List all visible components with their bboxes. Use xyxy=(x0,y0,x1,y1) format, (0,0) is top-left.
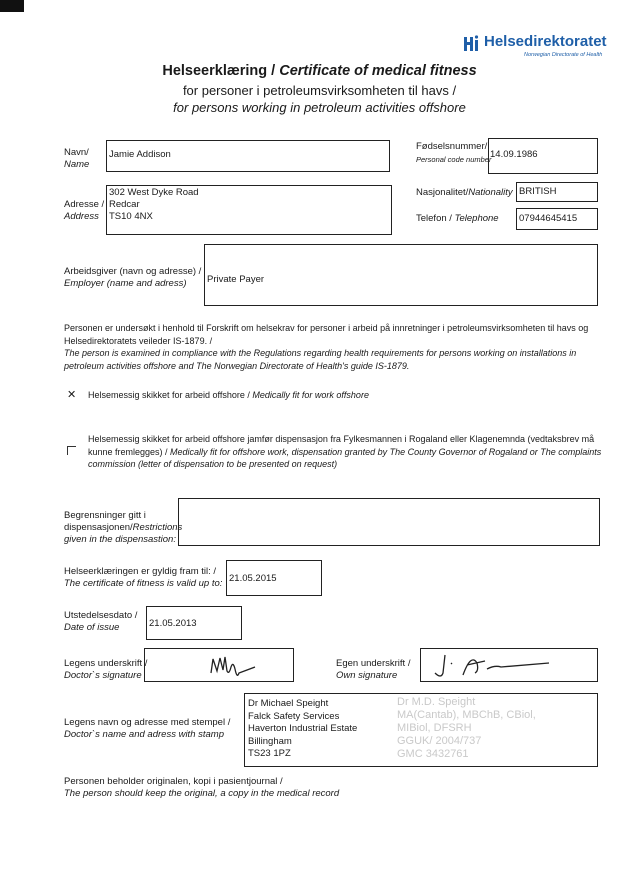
nationality-value: BRITISH xyxy=(519,186,557,197)
issue-label-en: Date of issue xyxy=(64,622,120,633)
issue-date-value: 21.05.2013 xyxy=(149,618,197,629)
fit-checkbox[interactable] xyxy=(67,391,76,400)
phone-label-no: Telefon / xyxy=(416,213,455,224)
phone-value: 07944645415 xyxy=(519,213,578,224)
dispensation-option-no: Helsemessig skikket for arbeid offshore jamfør dispensasjon fra Fylkesmannen i Rogaland eller Klagenemnda (vedtaksbrev må kunne fremlegges) / xyxy=(88,434,595,457)
valid-label-en: The certificate of fitness is valid up to: xyxy=(64,578,223,589)
dispensation-option-label xyxy=(88,433,618,471)
name-label-no: Navn/ xyxy=(64,147,89,158)
phone-label-en: Telephone xyxy=(454,213,499,224)
dob-label-en: Personal code number xyxy=(416,155,492,164)
title-english: Certificate of medical fitness xyxy=(279,63,477,79)
name-field[interactable] xyxy=(106,140,390,172)
logo-name: Helsedirektoratet xyxy=(484,33,607,50)
logo-tagline: Norwegian Directorate of Health xyxy=(524,52,603,58)
phone-label xyxy=(416,213,499,225)
stamp-line: Haverton Industrial Estate xyxy=(248,723,358,734)
fit-check-mark: ✕ xyxy=(67,389,77,401)
doctor-signature-field[interactable] xyxy=(144,648,294,682)
stamp-faded-line: MA(Cantab), MBChB, CBiol, xyxy=(397,709,536,721)
address-line: 302 West Dyke Road xyxy=(109,187,199,198)
issue-date-field[interactable] xyxy=(146,606,242,640)
employer-field[interactable] xyxy=(204,244,598,306)
name-label-en: Name xyxy=(64,159,90,170)
restrictions-label-3: given in the dispensastion: xyxy=(64,534,176,545)
stamp-line: Billingham xyxy=(248,735,292,747)
fit-option-en: Medically fit for work offshore xyxy=(252,390,369,400)
address-label-en: Address xyxy=(64,211,99,222)
stamp-field[interactable] xyxy=(244,693,598,767)
footer-norwegian: Personen beholder originalen, kopi i pasientjournal / xyxy=(64,776,283,787)
stamp-faded-line: Dr M.D. Speight xyxy=(397,696,476,708)
stamp-label-no: Legens navn og adresse med stempel / xyxy=(64,717,231,728)
address-line: TS10 4NX xyxy=(109,211,153,222)
valid-until-field[interactable] xyxy=(226,560,322,596)
valid-until-value: 21.05.2015 xyxy=(229,573,277,584)
phone-field[interactable] xyxy=(516,208,598,230)
stamp-line: TS23 1PZ xyxy=(248,748,291,759)
stamp-faded-line: GMC 3432761 xyxy=(397,748,469,760)
stamp-faded-line: MIBiol, DFSRH xyxy=(397,722,472,734)
address-line: Redcar xyxy=(109,199,140,210)
fit-option-no: Helsemessig skikket for arbeid offshore / xyxy=(88,390,253,400)
restrictions-label-1: Begrensninger gitt i xyxy=(64,510,146,521)
dispensation-option-en: Medically fit for offshore work, dispensation granted by The County Governor of Rogaland or The complaints commission (letter of dispensation to be presented on request) xyxy=(88,446,602,469)
issue-label-no: Utstedelsesdato / xyxy=(64,610,138,621)
restrictions-label-2 xyxy=(64,522,182,534)
restrictions-label-en: Restrictions xyxy=(132,522,183,533)
own-signature-icon xyxy=(421,649,599,683)
stamp-label-en: Doctor`s name and adress with stamp xyxy=(64,729,224,740)
own-signature-label-no: Egen underskrift / xyxy=(336,658,411,669)
employer-value: Private Payer xyxy=(207,274,265,285)
statement-english: The person is examined in compliance with the Regulations regarding health requirements for persons working on installations in petroleum activities offshore and The Norwegian Directorate of Health's guide IS-1879. xyxy=(64,348,577,371)
stamp-faded-credentials xyxy=(397,696,536,761)
name-value: Jamie Addison xyxy=(109,149,171,160)
stamp-address xyxy=(248,698,357,761)
title-norwegian: Helseerklæring / xyxy=(162,63,280,79)
doctor-signature-icon xyxy=(145,649,295,683)
nationality-label xyxy=(416,187,513,199)
own-signature-field[interactable] xyxy=(420,648,598,682)
dob-label-no: Fødselsnummer/ xyxy=(416,141,488,152)
statement-norwegian: Personen er undersøkt i henhold til Forskrift om helsekrav for personer i arbeid på innretninger i petroleumsvirksomheten til havs og Helsedirektoratets veileder IS-1879. / xyxy=(64,323,589,346)
stamp-faded-line: GGUK/ 2004/737 xyxy=(397,735,482,747)
subtitle-english: for persons working in petroleum activities offshore xyxy=(173,100,466,115)
helsedirektoratet-logo-icon xyxy=(462,34,482,54)
address-value xyxy=(109,187,199,223)
nationality-label-no: Nasjonalitet/ xyxy=(416,187,469,198)
page-title xyxy=(0,63,639,79)
footer-english: The person should keep the original, a copy in the medical record xyxy=(64,788,340,799)
stamp-line: Dr Michael Speight xyxy=(248,698,329,709)
restrictions-field[interactable] xyxy=(178,498,600,546)
address-label-no: Adresse / xyxy=(64,199,105,210)
fit-option-label xyxy=(88,389,608,402)
stamp-line: Falck Safety Services xyxy=(248,710,340,722)
dob-field[interactable] xyxy=(488,138,598,174)
doctor-signature-label-en: Doctor`s signature xyxy=(64,670,142,681)
dob-value: 14.09.1986 xyxy=(490,149,538,160)
restrictions-label-no: dispensasjonen/ xyxy=(64,522,133,533)
dispensation-checkbox[interactable] xyxy=(67,446,76,455)
employer-label-en: Employer (name and adress) xyxy=(64,278,187,289)
nationality-label-en: Nationality xyxy=(468,187,513,198)
nationality-field[interactable] xyxy=(516,182,598,202)
own-signature-label-en: Own signature xyxy=(336,670,398,681)
address-field[interactable] xyxy=(106,185,392,235)
doctor-signature-label-no: Legens underskrift / xyxy=(64,658,148,669)
employer-label-no: Arbeidsgiver (navn og adresse) / xyxy=(64,266,202,277)
subtitle-norwegian: for personer i petroleumsvirksomheten til havs / xyxy=(182,83,457,98)
logo xyxy=(462,32,622,60)
corner-mark xyxy=(0,0,24,12)
valid-label-no: Helseerklæringen er gyldig fram til: / xyxy=(64,566,217,577)
